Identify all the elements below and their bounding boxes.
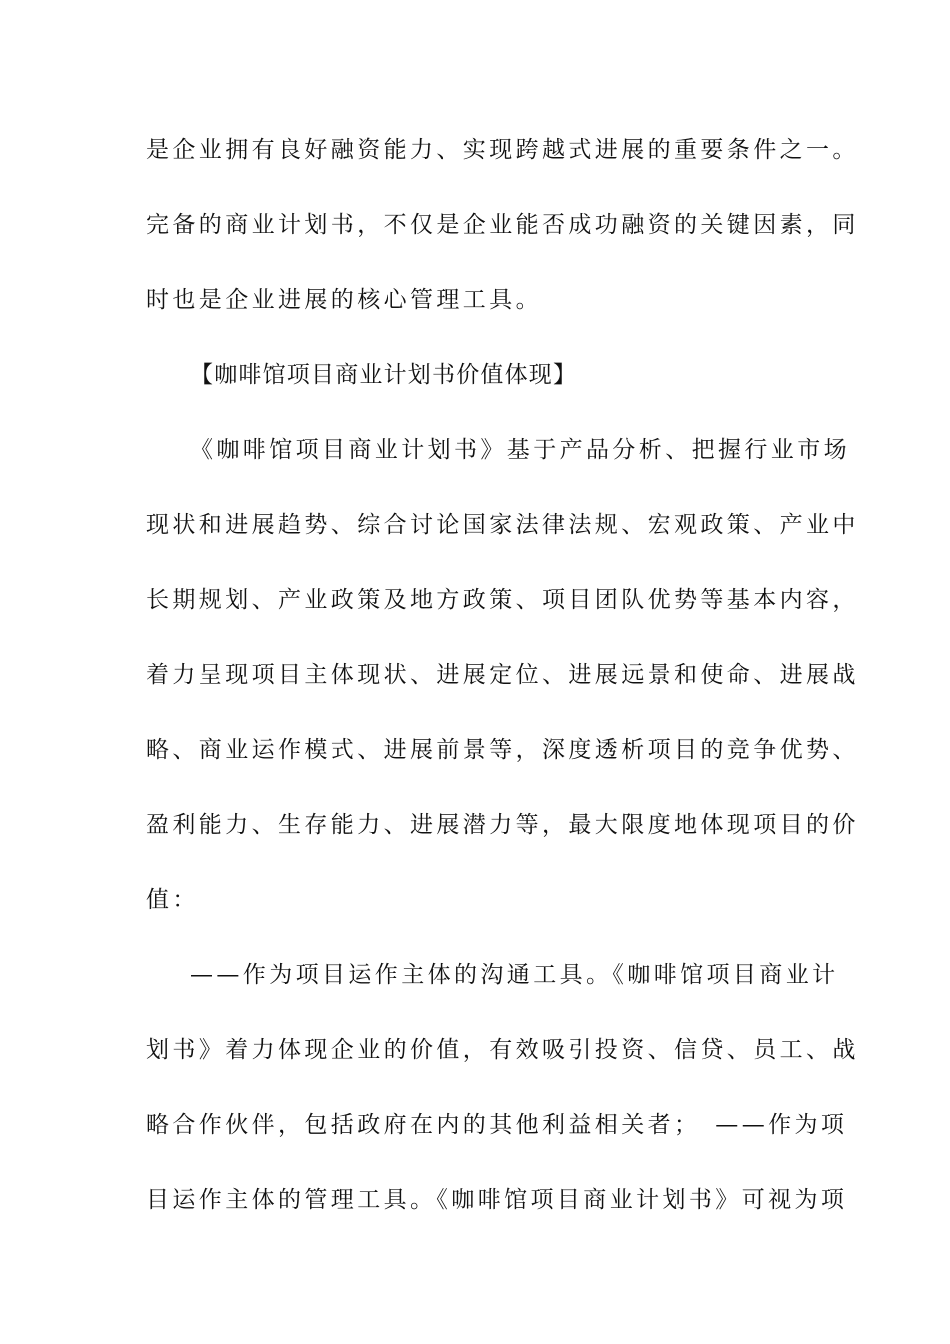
section-heading: 【咖啡馆项目商业计划书价值体现】 [190, 362, 578, 388]
paragraph-line-13: 划书》着力体现企业的价值，有效吸引投资、信贷、员工、战 [146, 1037, 859, 1063]
paragraph-line-3: 时也是企业进展的核心管理工具。 [146, 287, 542, 313]
paragraph-line-6: 现状和进展趋势、综合讨论国家法律法规、宏观政策、产业中 [146, 512, 859, 538]
paragraph-line-10: 盈利能力、生存能力、进展潜力等，最大限度地体现项目的价 [146, 812, 859, 838]
paragraph-line-2: 完备的商业计划书，不仅是企业能否成功融资的关键因素，同 [146, 212, 859, 238]
paragraph-line-5: 《咖啡馆项目商业计划书》基于产品分析、把握行业市场 [190, 437, 850, 463]
paragraph-line-9: 略、商业运作模式、进展前景等，深度透析项目的竞争优势、 [146, 737, 859, 763]
paragraph-line-14: 略合作伙伴，包括政府在内的其他利益相关者； ——作为项 [146, 1112, 848, 1138]
paragraph-line-7: 长期规划、产业政策及地方政策、项目团队优势等基本内容， [146, 587, 859, 613]
paragraph-line-12: ——作为项目运作主体的沟通工具。《咖啡馆项目商业计 [190, 962, 839, 988]
paragraph-line-15: 目运作主体的管理工具。《咖啡馆项目商业计划书》可视为项 [146, 1187, 848, 1213]
paragraph-line-8: 着力呈现项目主体现状、进展定位、进展远景和使命、进展战 [146, 662, 859, 688]
paragraph-line-11: 值： [146, 887, 199, 913]
paragraph-line-1: 是企业拥有良好融资能力、实现跨越式进展的重要条件之一。 [146, 137, 859, 163]
